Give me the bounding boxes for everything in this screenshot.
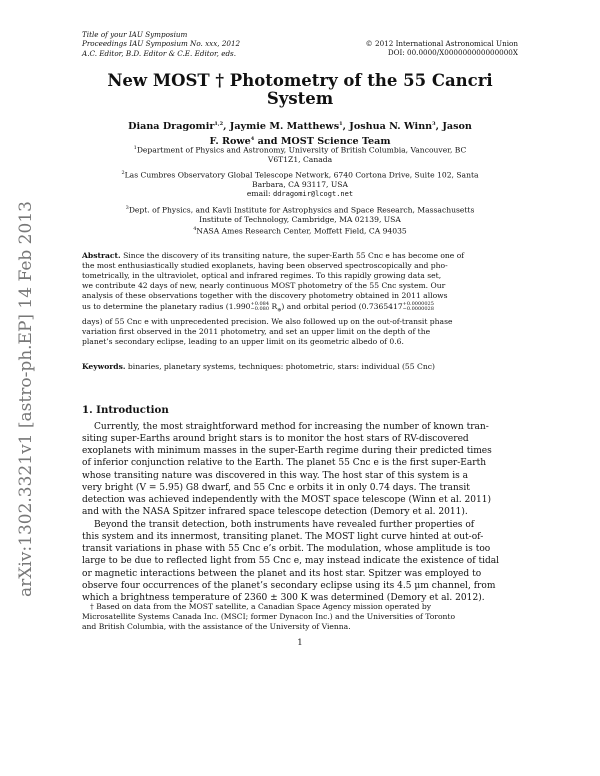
- body-line: and with the NASA Spitzer infrared space telescope detection (Demory et al. 2011).: [82, 507, 468, 518]
- affiliation-3-cont: Institute of Technology, Cambridge, MA 02139, USA: [199, 215, 401, 225]
- header-editors: A.C. Editor, B.D. Editor & C.E. Editor, eds.: [82, 48, 237, 58]
- abstract-label: Abstract.: [82, 251, 121, 260]
- affiliation-2: [82, 169, 518, 180]
- keywords-label: Keywords.: [82, 362, 126, 371]
- affiliation-text: Las Cumbres Observatory Global Telescope Network, 6740 Cortona Drive, Suite 102, Santa: [124, 170, 479, 180]
- body-line: very bright (V = 5.95) G8 dwarf, and 55 Cnc e orbits it in only 0.74 days. The transit: [82, 482, 470, 493]
- author-rowe-first: , Jason: [435, 121, 472, 133]
- radius-lower: −0.080: [250, 306, 270, 312]
- body-line: whose transiting nature was discovered in this way. The host star of this system is a: [82, 470, 469, 481]
- body-line: large to be due to reflected light from 55 Cnc e, may instead indicate the existence of tidal: [82, 556, 500, 567]
- abstract: [82, 251, 518, 347]
- author-sup: 3: [432, 121, 436, 127]
- abstract-line: tometrically, in the ultraviolet, optical and infrared regimes. To this rapidly growing data set,: [82, 271, 442, 280]
- radius-upper: +0.084: [250, 300, 270, 307]
- page-number: 1: [297, 638, 303, 648]
- header-proceedings: Proceedings IAU Symposium No. xxx, 2012: [82, 39, 241, 49]
- affiliation-2-cont: Barbara, CA 93117, USA: [252, 179, 348, 189]
- abstract-line: variation first observed in the 2011 photometry, and set an upper limit on the depth of the: [82, 326, 431, 336]
- body-line: transit variations in phase with 55 Cnc e’s orbit. The modulation, whose amplitude is too: [82, 544, 491, 555]
- body-line: which a brightness temperature of 2360 ± 300 K was determined (Demory et al. 2012).: [82, 592, 485, 603]
- body-line: detection was achieved independently with the MOST space telescope (Winn et al. 2011): [82, 494, 492, 505]
- affiliation-1: [82, 144, 518, 155]
- body-line: Beyond the transit detection, both instruments have revealed further properties of: [94, 520, 475, 530]
- period-lower: −0.0000028: [402, 306, 434, 312]
- email-line: [82, 189, 518, 200]
- author-matthews: , Jaymie M. Matthews: [223, 121, 340, 133]
- abstract-text: Since the discovery of its transiting nature, the super-Earth 55 Cnc e has become one of: [120, 251, 465, 260]
- title-line-2: System: [266, 89, 334, 108]
- affiliation-text: NASA Ames Research Center, Moffett Field, CA 94035: [196, 226, 407, 236]
- footnote-line: Microsatellite Systems Canada Inc. (MSCI; former Dynacon Inc.) and the Universities of Toronto: [82, 611, 456, 621]
- affiliation-3: [82, 204, 518, 215]
- abstract-line: [82, 301, 518, 317]
- earth-symbol: ⊕: [277, 307, 282, 314]
- body-line: this system and its innermost, transiting planet. The MOST light curve hinted at out-of-: [82, 532, 484, 543]
- section-heading: 1. Introduction: [82, 404, 169, 416]
- body-line: exoplanets with minimum masses in the super-Earth regime during their predicted times: [82, 446, 492, 457]
- affiliation-4: [82, 225, 518, 236]
- arxiv-stamp: arXiv:1302.3321v1 [astro-ph.EP] 14 Feb 2013: [16, 201, 36, 597]
- footnote-line: and British Columbia, with the assistance of the University of Vienna.: [82, 621, 351, 631]
- abstract-text: R: [269, 302, 278, 311]
- footnote-line: † Based on data from the MOST satellite, a Canadian Space Agency mission operated by: [90, 602, 432, 611]
- body-line: siting super-Earths around bright stars is to monitor the host stars of RV-discovered: [82, 434, 469, 445]
- header-symposium-title: Title of your IAU Symposium: [82, 30, 188, 39]
- email-label: email:: [246, 189, 273, 199]
- author-team: and MOST Science Team: [254, 136, 391, 148]
- intro-paragraph-1: [82, 421, 518, 518]
- author-line-1: [82, 118, 518, 133]
- affiliation-sup: 2: [121, 169, 125, 176]
- page-title: [82, 72, 518, 108]
- abstract-text: ) and orbital period (0.7365417: [281, 302, 403, 311]
- abstract-line: days) of 55 Cnc e with unprecedented precision. We also followed up on the out-of-transit phase: [82, 316, 453, 326]
- title-line-1: New MOST † Photometry of the 55 Cancri: [107, 71, 493, 90]
- author-dragomir: Diana Dragomir: [128, 121, 215, 133]
- affiliation-text: Department of Physics and Astronomy, University of British Columbia, Vancouver, BC: [136, 145, 467, 155]
- abstract-line: we contribute 42 days of new, nearly continuous MOST photometry of the 55 Cnc system. Our: [82, 281, 446, 290]
- keywords: [82, 362, 518, 372]
- body-line: observe four occurrences of the planet’s secondary eclipse using its 4.5 μm channel, from: [82, 580, 496, 591]
- abstract-text: us to determine the planetary radius (1.990: [82, 302, 251, 311]
- abstract-line: planet’s secondary eclipse, leading to an upper limit on its geometric albedo of 0.6.: [82, 336, 404, 346]
- affiliation-text: Dept. of Physics, and Kavli Institute for Astrophysics and Space Research, Massachusetts: [128, 205, 475, 215]
- keywords-text: binaries, planetary systems, techniques: photometric, stars: individual (55 Cnc): [125, 362, 435, 371]
- author-rowe-last: F. Rowe: [209, 136, 251, 148]
- body-line: Currently, the most straightforward method for increasing the number of known tran-: [94, 422, 489, 432]
- copyright-header: [300, 39, 518, 58]
- abstract-line: analysis of these observations together with the discovery photometry obtained in 2011 allows: [82, 291, 448, 300]
- affiliation-sup: 4: [193, 225, 197, 232]
- period-upper: +0.0000025: [402, 300, 434, 307]
- affiliation-sup: 3: [125, 205, 129, 212]
- author-sup: 4: [250, 136, 255, 143]
- body-line: of inferior conjunction relative to the Earth. The planet 55 Cnc e is the first super-Earth: [82, 458, 487, 469]
- header-copyright: © 2012 International Astronomical Union: [365, 39, 518, 48]
- abstract-line: [82, 251, 518, 261]
- footnote: [82, 602, 518, 631]
- affiliation-1-cont: V6T1Z1, Canada: [267, 155, 333, 165]
- intro-paragraph-2: [82, 519, 518, 604]
- author-winn: , Joshua N. Winn: [342, 121, 433, 133]
- affiliations: [82, 144, 518, 236]
- period-uncertainty: [403, 302, 434, 313]
- author-sup: 1: [339, 121, 343, 127]
- affiliation-sup: 1: [133, 145, 137, 151]
- email-link[interactable]: ddragomir@lcogt.net: [272, 190, 354, 199]
- abstract-line: the most enthusiastically studied exoplanets, having been observed spectroscopically and pho-: [82, 261, 448, 270]
- author-sup: 1,2: [214, 121, 224, 127]
- header-doi: DOI: 00.0000/X000000000000000X: [387, 48, 518, 58]
- proceedings-header: [82, 30, 332, 58]
- radius-uncertainty: [251, 302, 270, 313]
- body-line: or magnetic interactions between the planet and its host star. Spitzer was employed to: [82, 568, 482, 579]
